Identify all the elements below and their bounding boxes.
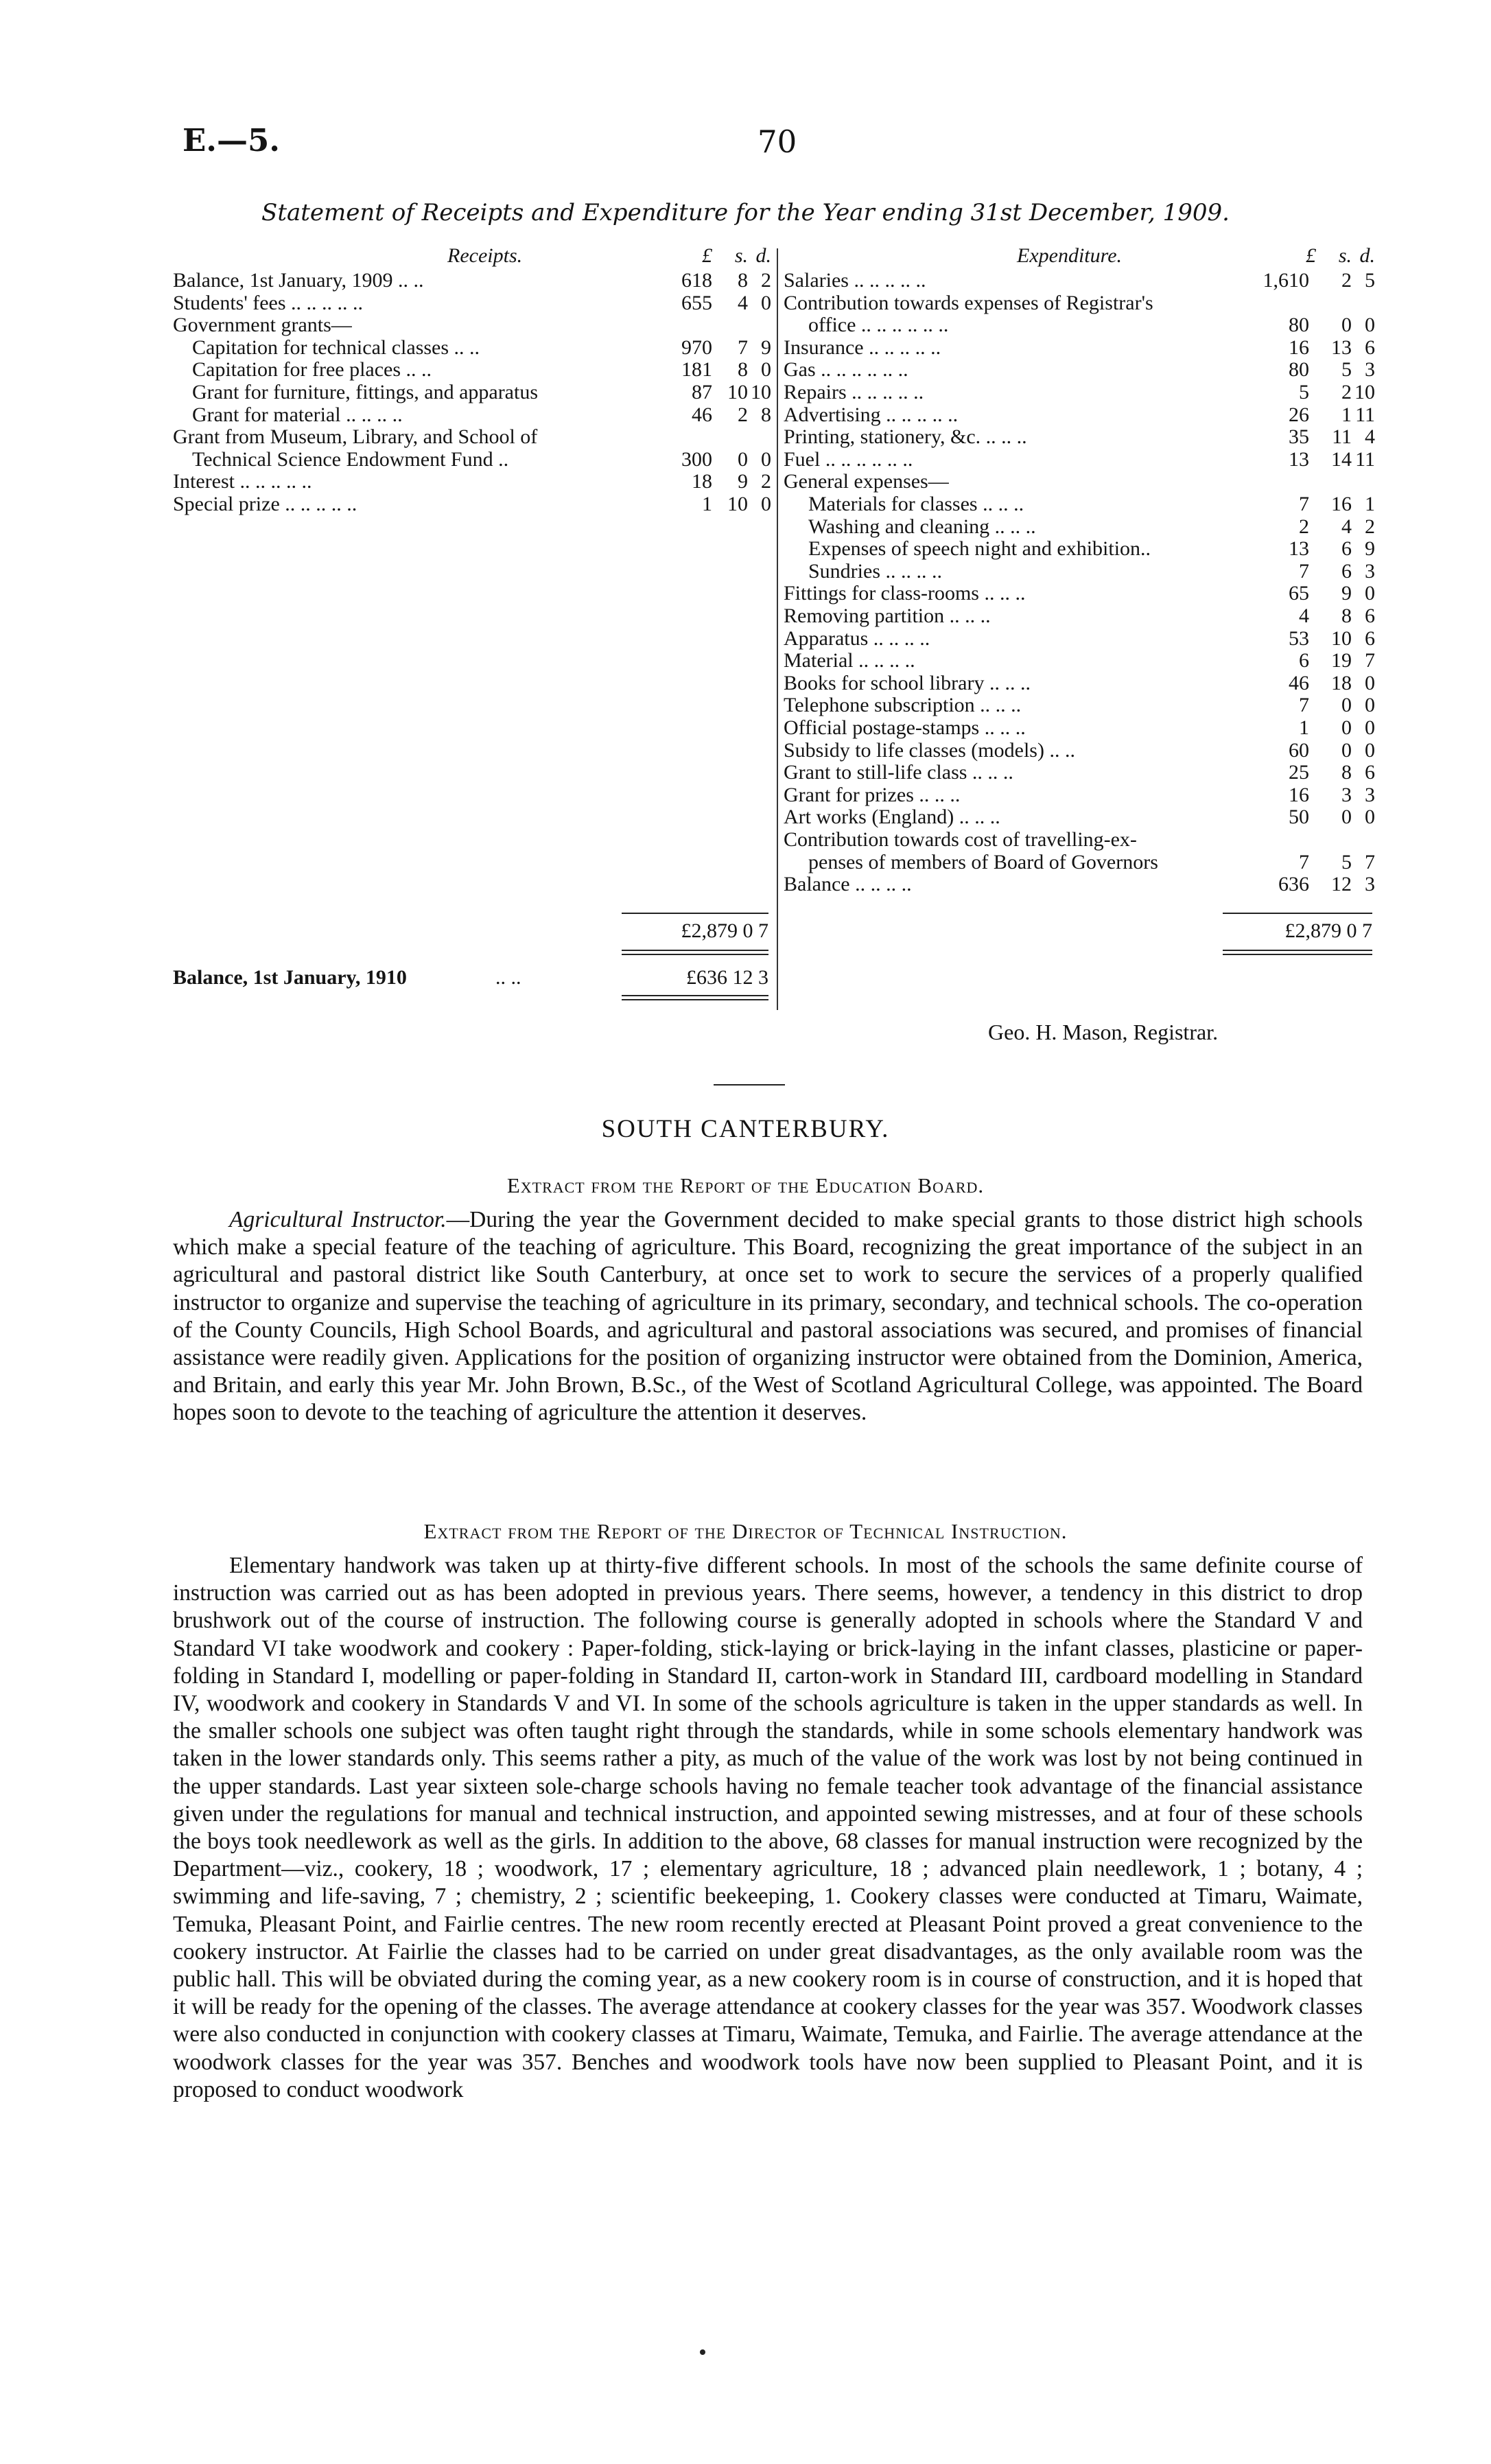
row-value-s: 4 bbox=[738, 291, 748, 314]
row-label: Grant from Museum, Library, and School of bbox=[173, 425, 538, 449]
expenditure-row bbox=[784, 537, 1374, 560]
row-value-l: 7 bbox=[1299, 493, 1309, 515]
expenditure-total-rule-top bbox=[1223, 913, 1372, 914]
row-label: Government grants— bbox=[173, 314, 352, 337]
receipts-row bbox=[173, 403, 770, 426]
expenditure-row bbox=[784, 761, 1374, 784]
row-value-l: 13 bbox=[1289, 537, 1309, 561]
row-value-s: 13 bbox=[1331, 336, 1352, 359]
row-value-d: 10 bbox=[1354, 381, 1375, 403]
row-value-d: 9 bbox=[1365, 537, 1375, 561]
receipts-total-rule-1 bbox=[622, 950, 768, 951]
row-value-s: 1 bbox=[1341, 403, 1352, 426]
paragraph-agricultural-instructor bbox=[173, 1206, 1363, 1427]
expenditure-row bbox=[784, 515, 1374, 538]
row-label: Repairs .. .. .. .. .. bbox=[784, 381, 924, 403]
row-value-l: 16 bbox=[1289, 783, 1309, 806]
expenditure-row bbox=[784, 493, 1374, 515]
row-value-d: 8 bbox=[761, 403, 771, 426]
expenditure-total-rule-2 bbox=[1223, 954, 1372, 955]
row-label: Capitation for technical classes .. .. bbox=[192, 336, 480, 359]
row-value-s: 0 bbox=[1341, 314, 1352, 337]
expenditure-row bbox=[784, 806, 1374, 828]
row-value-l: 5 bbox=[1299, 381, 1309, 403]
paragraph-lead: Agricultural Instructor. bbox=[229, 1207, 447, 1232]
row-label: Contribution towards expenses of Registrar's bbox=[784, 291, 1153, 314]
row-value-l: 46 bbox=[692, 403, 712, 426]
row-label: Printing, stationery, &c. .. .. .. bbox=[784, 425, 1027, 449]
row-value-s: 8 bbox=[1341, 761, 1352, 784]
row-value-l: 6 bbox=[1299, 649, 1309, 672]
expenditure-row bbox=[784, 292, 1374, 314]
row-value-d: 2 bbox=[761, 269, 771, 292]
row-value-d: 6 bbox=[1365, 605, 1375, 627]
row-value-d: 3 bbox=[1365, 783, 1375, 806]
row-label: penses of members of Board of Governors bbox=[808, 850, 1158, 873]
row-value-d: 4 bbox=[1365, 425, 1375, 449]
receipts-row bbox=[173, 381, 770, 403]
row-label: Removing partition .. .. .. bbox=[784, 605, 991, 627]
row-value-l: 35 bbox=[1289, 425, 1309, 449]
row-label: Special prize .. .. .. .. .. bbox=[173, 493, 357, 515]
row-value-s: 6 bbox=[1341, 559, 1352, 583]
page-reference: E.—5. bbox=[183, 122, 280, 159]
row-value-s: 7 bbox=[738, 336, 748, 359]
row-value-d: 1 bbox=[1365, 493, 1375, 515]
row-value-s: 8 bbox=[1341, 605, 1352, 627]
expenditure-col-pounds: £ bbox=[1306, 244, 1316, 267]
page-dot bbox=[700, 2349, 705, 2355]
closing-balance-value: £636 12 3 bbox=[686, 966, 768, 989]
row-value-d: 6 bbox=[1365, 626, 1375, 650]
row-value-l: 26 bbox=[1289, 403, 1309, 426]
row-value-l: 4 bbox=[1299, 605, 1309, 627]
receipts-total-rule-2 bbox=[622, 954, 768, 955]
row-label: Books for school library .. .. .. bbox=[784, 671, 1031, 694]
receipts-row bbox=[173, 269, 770, 292]
row-value-l: 60 bbox=[1289, 738, 1309, 762]
closing-balance-label: Balance, 1st January, 1910 bbox=[173, 966, 407, 989]
row-value-l: 970 bbox=[681, 336, 712, 359]
receipts-row bbox=[173, 470, 770, 493]
row-value-d: 2 bbox=[1365, 515, 1375, 538]
row-value-d: 9 bbox=[761, 336, 771, 359]
row-label: Grant to still-life class .. .. .. bbox=[784, 761, 1013, 784]
row-label: Students' fees .. .. .. .. .. bbox=[173, 291, 364, 314]
row-value-d: 0 bbox=[1365, 582, 1375, 605]
expenditure-row bbox=[784, 582, 1374, 605]
row-label: Insurance .. .. .. .. .. bbox=[784, 336, 941, 359]
paragraph-body: —During the year the Government decided to make special grants to those district high schools which make a special feature of the teaching of agriculture. This Board, recognizing the great importance of the subject in an agricultural and pastoral district like South Canterbury, at once set to work to secure the services of a properly qualified instructor to organize and supervise the teaching of agriculture in its primary, secondary, and technical schools. The co-operation of the County Councils, High School Boards, and agricultural and pastoral associations was secured, and promises of financial assistance were readily given. Applications for the position of organizing instructor were obtained from the Dominion, America, and Britain, and early this year Mr. John Brown, B.Sc., of the West of Scotland Agricultural College, was appointed. The Board hopes soon to devote to the teaching of agriculture the attention it deserves. bbox=[173, 1207, 1363, 1426]
row-label: Technical Science Endowment Fund .. bbox=[192, 447, 509, 471]
expenditure-row bbox=[784, 694, 1374, 716]
row-value-d: 0 bbox=[1365, 806, 1375, 829]
row-label: office .. .. .. .. .. .. bbox=[808, 314, 949, 337]
row-label: Fittings for class-rooms .. .. .. bbox=[784, 582, 1026, 605]
row-value-s: 8 bbox=[738, 269, 748, 292]
expenditure-row bbox=[784, 314, 1374, 336]
row-value-l: 16 bbox=[1289, 336, 1309, 359]
row-value-d: 3 bbox=[1365, 358, 1375, 382]
row-label: Grant for furniture, fittings, and apparatus bbox=[192, 381, 539, 403]
row-value-d: 6 bbox=[1365, 336, 1375, 359]
row-value-s: 16 bbox=[1331, 493, 1352, 515]
expenditure-row bbox=[784, 269, 1374, 292]
row-label: Material .. .. .. .. bbox=[784, 649, 915, 672]
receipts-total: £2,879 0 7 bbox=[681, 919, 768, 942]
row-value-l: 300 bbox=[681, 447, 712, 471]
row-value-l: 655 bbox=[681, 291, 712, 314]
row-value-l: 53 bbox=[1289, 626, 1309, 650]
row-value-l: 25 bbox=[1289, 761, 1309, 784]
row-value-d: 0 bbox=[1365, 716, 1375, 739]
expenditure-heading: Expenditure. bbox=[1017, 244, 1123, 267]
row-label: Telephone subscription .. .. .. bbox=[784, 694, 1022, 717]
row-value-l: 7 bbox=[1299, 694, 1309, 717]
row-value-d: 7 bbox=[1365, 850, 1375, 873]
row-value-s: 8 bbox=[738, 358, 748, 382]
row-label: Balance, 1st January, 1909 .. .. bbox=[173, 269, 424, 292]
row-value-d: 0 bbox=[1365, 314, 1375, 337]
row-value-s: 5 bbox=[1341, 358, 1352, 382]
receipts-col-pounds: £ bbox=[702, 244, 712, 267]
row-label: Capitation for free places .. .. bbox=[192, 358, 432, 382]
closing-rule-2 bbox=[622, 999, 768, 1000]
expenditure-row bbox=[784, 828, 1374, 851]
row-value-d: 7 bbox=[1365, 649, 1375, 672]
row-label: Expenses of speech night and exhibition.. bbox=[808, 537, 1151, 561]
closing-balance-row bbox=[173, 966, 770, 989]
expenditure-row bbox=[784, 336, 1374, 359]
expenditure-row bbox=[784, 448, 1374, 471]
row-value-l: 2 bbox=[1299, 515, 1309, 538]
expenditure-row bbox=[784, 381, 1374, 403]
expenditure-row bbox=[784, 672, 1374, 694]
closing-balance-dots: .. .. bbox=[495, 966, 521, 989]
row-value-d: 6 bbox=[1365, 761, 1375, 784]
row-value-l: 65 bbox=[1289, 582, 1309, 605]
row-value-s: 2 bbox=[1341, 269, 1352, 292]
section-heading: SOUTH CANTERBURY. bbox=[601, 1115, 890, 1143]
row-value-l: 18 bbox=[692, 470, 712, 493]
row-value-s: 10 bbox=[1331, 626, 1352, 650]
paragraph-technical-instruction: Elementary handwork was taken up at thirty-five different schools. In most of the schools the same definite course of instruction was carried out as has been adopted in previous years. There seems, however, a tendency in this district to drop brushwork out of the course of instruction. The following course is generally adopted in schools where the Standard V and Standard VI take woodwork and cookery : Paper-folding, stick-laying or brick-laying in the infant classes, plasticine or paper-folding in Standard I, modelling or paper-folding in Standard II, carton-work in Standard III, cardboard modelling in Standard IV, woodwork and cookery in Standards V and VI. In some of the schools agriculture is taken in the upper standards as well. In the smaller schools one subject was often taught right through the standards, while in some schools elementary handwork was taken in the lower standards only. This seems rather a pity, as much of the value of the work was lost by not being continued in the upper standards. Last year sixteen sole-charge schools having no female teacher took advantage of the financial assistance given under the regulations for manual and technical instruction, and appointed sewing mistresses, and at four of these schools the boys took needlework as well as the girls. In addition to the above, 68 classes for manual instruction were recognized by the Department—viz., cookery, 18 ; woodwork, 17 ; elementary agriculture, 18 ; advanced plain needlework, 1 ; botany, 4 ; swimming and life-saving, 7 ; chemistry, 2 ; scientific beekeeping, 1. Cookery classes were conducted at Timaru, Waimate, Temuka, Pleasant Point, and Fairlie centres. The new room recently erected at Pleasant Point proved a great convenience to the cookery instructor. At Fairlie the classes had to be carried on under great disadvantages, as the only available room was the public hall. This will be obviated during the coming year, as a new cookery room is in course of construction, and it is hoped that it will be ready for the opening of the classes. The average attendance at cookery classes for the year was 357. Woodwork classes were also conducted in conjunction with cookery classes at Timaru, Waimate, Temuka, and Fairlie. The average attendance at the woodwork classes for the year was 357. Benches and woodwork tools have now been supplied to Pleasant Point, and it is proposed to conduct woodwork bbox=[173, 1553, 1363, 2102]
row-value-d: 10 bbox=[751, 381, 771, 403]
row-value-s: 0 bbox=[1341, 806, 1352, 829]
row-value-s: 12 bbox=[1331, 873, 1352, 896]
row-label: Balance .. .. .. .. bbox=[784, 873, 912, 896]
receipts-row bbox=[173, 292, 770, 314]
row-value-l: 87 bbox=[692, 381, 712, 403]
row-label: Contribution towards cost of travelling-ex- bbox=[784, 828, 1137, 851]
row-value-s: 9 bbox=[738, 470, 748, 493]
row-label: Materials for classes .. .. .. bbox=[808, 493, 1024, 515]
row-value-s: 5 bbox=[1341, 850, 1352, 873]
receipts-header bbox=[173, 244, 770, 267]
expenditure-row bbox=[784, 358, 1374, 381]
receipts-row bbox=[173, 314, 770, 336]
row-value-d: 0 bbox=[1365, 694, 1375, 717]
expenditure-row bbox=[784, 605, 1374, 627]
row-label: Salaries .. .. .. .. .. bbox=[784, 269, 926, 292]
expenditure-row bbox=[784, 873, 1374, 895]
row-value-l: 13 bbox=[1289, 447, 1309, 471]
row-value-l: 181 bbox=[681, 358, 712, 382]
row-value-s: 6 bbox=[1341, 537, 1352, 561]
row-label: General expenses— bbox=[784, 470, 949, 493]
extract-heading-director: Extract from the Report of the Director of Technical Instruction. bbox=[423, 1519, 1068, 1543]
row-value-d: 0 bbox=[761, 447, 771, 471]
expenditure-col-shillings: s. bbox=[1338, 244, 1352, 267]
page-number: 70 bbox=[758, 124, 797, 160]
closing-rule-1 bbox=[622, 995, 768, 996]
row-value-l: 1 bbox=[702, 493, 712, 515]
receipts-heading: Receipts. bbox=[447, 244, 523, 267]
registrar-signature: Geo. H. Mason, Registrar. bbox=[988, 1020, 1219, 1044]
row-label: Interest .. .. .. .. .. bbox=[173, 470, 312, 493]
expenditure-total: £2,879 0 7 bbox=[1284, 919, 1372, 942]
receipts-row bbox=[173, 336, 770, 359]
row-value-s: 18 bbox=[1331, 671, 1352, 694]
row-value-l: 7 bbox=[1299, 850, 1309, 873]
expenditure-row bbox=[784, 560, 1374, 583]
receipts-total-rule-top bbox=[622, 913, 768, 914]
row-label: Sundries .. .. .. .. bbox=[808, 559, 942, 583]
row-value-l: 636 bbox=[1278, 873, 1309, 896]
row-label: Advertising .. .. .. .. .. bbox=[784, 403, 959, 426]
row-value-l: 1 bbox=[1299, 716, 1309, 739]
row-value-s: 0 bbox=[738, 447, 748, 471]
expenditure-row bbox=[784, 784, 1374, 806]
row-value-d: 0 bbox=[1365, 738, 1375, 762]
row-label: Grant for prizes .. .. .. bbox=[784, 783, 961, 806]
row-value-s: 9 bbox=[1341, 582, 1352, 605]
row-value-s: 4 bbox=[1341, 515, 1352, 538]
row-value-s: 10 bbox=[727, 381, 748, 403]
expenditure-row bbox=[784, 470, 1374, 493]
row-label: Apparatus .. .. .. .. bbox=[784, 626, 930, 650]
expenditure-col-pence: d. bbox=[1359, 244, 1375, 267]
row-value-s: 0 bbox=[1341, 694, 1352, 717]
row-value-d: 11 bbox=[1355, 447, 1375, 471]
row-value-s: 11 bbox=[1332, 425, 1352, 449]
row-value-d: 0 bbox=[1365, 671, 1375, 694]
row-value-d: 11 bbox=[1355, 403, 1375, 426]
row-value-d: 0 bbox=[761, 493, 771, 515]
row-value-s: 3 bbox=[1341, 783, 1352, 806]
expenditure-row bbox=[784, 739, 1374, 762]
row-value-d: 2 bbox=[761, 470, 771, 493]
row-label: Grant for material .. .. .. .. bbox=[192, 403, 403, 426]
row-value-s: 19 bbox=[1331, 649, 1352, 672]
receipts-row bbox=[173, 425, 770, 448]
row-value-s: 0 bbox=[1341, 738, 1352, 762]
row-value-l: 1,610 bbox=[1263, 269, 1309, 292]
expenditure-row bbox=[784, 851, 1374, 873]
row-value-l: 80 bbox=[1289, 314, 1309, 337]
row-value-s: 10 bbox=[727, 493, 748, 515]
receipts-row bbox=[173, 493, 770, 515]
row-value-l: 50 bbox=[1289, 806, 1309, 829]
expenditure-header bbox=[784, 244, 1374, 267]
receipts-col-shillings: s. bbox=[734, 244, 748, 267]
row-label: Gas .. .. .. .. .. .. bbox=[784, 358, 908, 382]
row-value-d: 0 bbox=[761, 358, 771, 382]
expenditure-row bbox=[784, 627, 1374, 650]
row-label: Official postage-stamps .. .. .. bbox=[784, 716, 1026, 739]
receipts-row bbox=[173, 448, 770, 471]
expenditure-row bbox=[784, 425, 1374, 448]
row-value-s: 14 bbox=[1331, 447, 1352, 471]
expenditure-row bbox=[784, 649, 1374, 672]
row-value-l: 80 bbox=[1289, 358, 1309, 382]
receipts-row bbox=[173, 358, 770, 381]
receipts-col-pence: d. bbox=[755, 244, 771, 267]
row-label: Subsidy to life classes (models) .. .. bbox=[784, 738, 1075, 762]
row-value-l: 46 bbox=[1289, 671, 1309, 694]
row-value-d: 3 bbox=[1365, 873, 1375, 896]
row-value-s: 2 bbox=[1341, 381, 1352, 403]
row-value-l: 7 bbox=[1299, 559, 1309, 583]
row-value-d: 5 bbox=[1365, 269, 1375, 292]
row-value-d: 3 bbox=[1365, 559, 1375, 583]
statement-title: Statement of Receipts and Expenditure for the Year ending 31st December, 1909. bbox=[261, 199, 1230, 226]
extract-heading-education-board: Extract from the Report of the Education Board. bbox=[506, 1173, 985, 1197]
row-value-s: 0 bbox=[1341, 716, 1352, 739]
row-label: Washing and cleaning .. .. .. bbox=[808, 515, 1036, 538]
row-value-d: 0 bbox=[761, 291, 771, 314]
expenditure-row bbox=[784, 403, 1374, 426]
expenditure-row bbox=[784, 716, 1374, 739]
row-value-s: 2 bbox=[738, 403, 748, 426]
column-divider bbox=[777, 248, 778, 1010]
row-label: Fuel .. .. .. .. .. .. bbox=[784, 447, 913, 471]
row-value-l: 618 bbox=[681, 269, 712, 292]
row-label: Art works (England) .. .. .. bbox=[784, 806, 1000, 829]
expenditure-total-rule-1 bbox=[1223, 950, 1372, 951]
section-separator bbox=[714, 1084, 785, 1086]
